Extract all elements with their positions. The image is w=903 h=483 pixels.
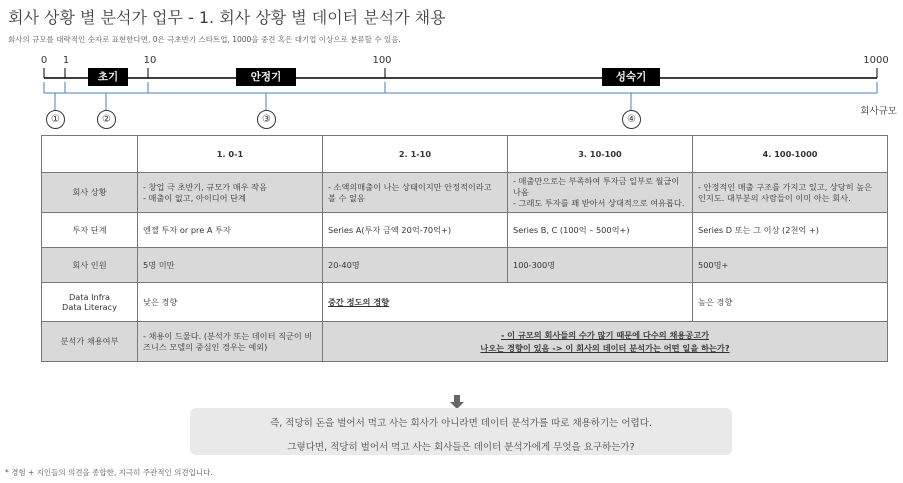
stage-stable: 안정기	[236, 68, 296, 86]
page-subtitle: 회사의 규모를 대략적인 숫자로 표현한다면, 0은 극초반기 스타트업, 1000을 중견 혹은 대기업 이상으로 분류할 수 있음.	[8, 35, 401, 44]
table-row	[42, 213, 888, 248]
table-cell: Series D 또는 그 이상 (2천억 +)	[693, 213, 888, 248]
table-cell: 높은 경향	[693, 283, 888, 322]
column-header: 4. 100-1000	[693, 136, 888, 173]
tick-label-1: 1	[62, 55, 70, 66]
table-cell: 중간 정도의 경향	[323, 283, 693, 322]
table-row	[42, 283, 888, 322]
column-header: 2. 1-10	[323, 136, 508, 173]
row-header: Data Infra Data Literacy	[42, 283, 138, 322]
tick-label-100: 100	[372, 55, 392, 66]
table-cell: - 채용이 드물다. (분석가 또는 데이터 직군이 비즈니스 모델의 중심인 경우는 예외)	[138, 322, 323, 362]
table-row	[42, 173, 888, 213]
table-cell: Series B, C (100억 – 500억+)	[508, 213, 693, 248]
table-cell: - 매출만으로는 부족하여 투자금 일부로 월급이 나옴 - 그래도 투자를 꽤 받아서 상대적으로 여유롭다.	[508, 173, 693, 213]
timeline-axis	[0, 52, 903, 112]
callout-line-2: 그렇다면, 적당히 벌어서 먹고 사는 회사들은 데이터 분석가에게 무엇을 요구하는가?	[287, 442, 635, 453]
tick-label-0: 0	[40, 55, 48, 66]
footnote: * 경험 + 지인들의 의견을 종합한, 지극히 주관적인 의견입니다.	[5, 468, 213, 477]
comparison-table	[41, 135, 888, 362]
stage-mature: 성숙기	[602, 68, 660, 86]
column-header: 3. 10-100	[508, 136, 693, 173]
table-cell: 5명 미만	[138, 248, 323, 283]
table-cell: - 소액의매출이 나는 상태이지만 안정적이라고 볼 수 없음	[323, 173, 508, 213]
table-corner-cell	[42, 136, 138, 173]
row-header: 투자 단계	[42, 213, 138, 248]
table-cell: 낮은 경향	[138, 283, 323, 322]
stage-early: 초기	[88, 68, 128, 86]
circle-marker-4: ④	[622, 110, 641, 129]
table-cell: 엔젤 투자 or pre A 투자	[138, 213, 323, 248]
column-header: 1. 0-1	[138, 136, 323, 173]
table-cell: Series A(투자 금액 20억-70억+)	[323, 213, 508, 248]
tick-label-10: 10	[143, 55, 157, 66]
circle-marker-2: ②	[97, 110, 116, 129]
row-header: 회사 상황	[42, 173, 138, 213]
table-cell: - 창업 극 초반기, 규모가 매우 작음 - 매출이 없고, 아이디어 단계	[138, 173, 323, 213]
circle-marker-3: ③	[257, 110, 276, 129]
page-title: 회사 상황 별 분석가 업무 - 1. 회사 상황 별 데이터 분석가 채용	[8, 8, 446, 27]
callout-line-1: 즉, 적당히 돈을 벌어서 먹고 사는 회사가 아니라면 데이터 분석가를 따로 채용하기는 어렵다.	[270, 418, 652, 429]
table-cell: 20-40명	[323, 248, 508, 283]
table-row	[42, 248, 888, 283]
table-cell: 100-300명	[508, 248, 693, 283]
axis-unit-label: 회사규모	[860, 106, 897, 117]
table-cell: 500명+	[693, 248, 888, 283]
circle-marker-1: ①	[46, 110, 65, 129]
row-header: 회사 인원	[42, 248, 138, 283]
conclusion-callout	[190, 408, 732, 455]
merged-hiring-note: - 이 규모의 회사들의 수가 많기 때문에 다수의 채용공고가 나오는 경향이 있음 -> 이 회사의 데이터 분석가는 어떤 일을 하는가?	[323, 322, 888, 362]
tick-label-1000: 1000	[863, 55, 889, 66]
down-arrow-icon	[450, 395, 464, 409]
table-header-row	[42, 136, 888, 173]
table-row	[42, 322, 888, 362]
table-cell: - 안정적인 매출 구조를 가지고 있고, 상당히 높은 인지도. 대부분의 사람들이 이미 아는 회사.	[693, 173, 888, 213]
row-header: 분석가 채용여부	[42, 322, 138, 362]
